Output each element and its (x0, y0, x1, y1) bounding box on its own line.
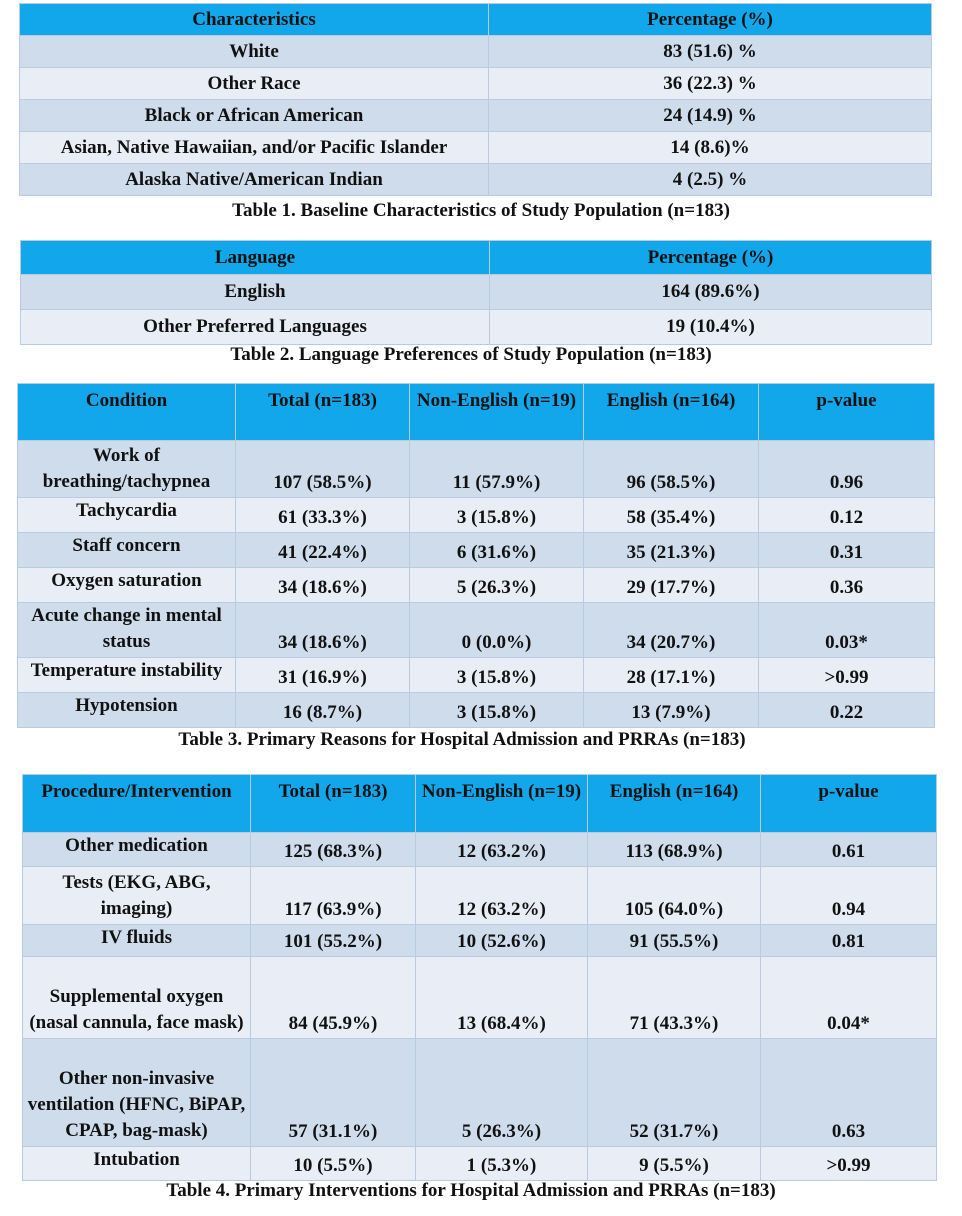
table-cell: 24 (14.9) % (489, 100, 932, 132)
table-cell: 28 (17.1%) (584, 658, 759, 693)
table-row (20, 36, 932, 68)
table-2-header-percentage: Percentage (%) (490, 241, 932, 275)
table-cell: 61 (33.3%) (236, 498, 410, 533)
table-4-caption: Table 4. Primary Interventions for Hospital Admission and PRRAs (n=183) (166, 1180, 776, 1201)
table-cell: 101 (55.2%) (251, 925, 416, 957)
table-row (18, 498, 935, 533)
table-cell: 34 (20.7%) (584, 603, 759, 658)
table-4-header-p-value: p-value (761, 775, 937, 833)
table-1 (19, 3, 932, 196)
table-cell: English (21, 275, 490, 310)
table-cell: 0.36 (759, 568, 935, 603)
table-row (18, 568, 935, 603)
table-row (18, 441, 935, 498)
table-3-header-condition: Condition (18, 384, 236, 441)
table-row (21, 310, 932, 345)
table-row (23, 1039, 937, 1147)
table-cell: 11 (57.9%) (410, 441, 584, 498)
table-3-header-non-english: Non-English (n=19) (410, 384, 584, 441)
table-1-header-characteristics: Characteristics (20, 4, 489, 36)
table-row (23, 925, 937, 957)
table-row (23, 957, 937, 1039)
table-cell: Intubation (23, 1147, 251, 1181)
table-row (18, 693, 935, 728)
table-row (18, 658, 935, 693)
table-row (18, 603, 935, 658)
table-3-header-p-value: p-value (759, 384, 935, 441)
table-cell: 10 (5.5%) (251, 1147, 416, 1181)
table-cell: 3 (15.8%) (410, 498, 584, 533)
table-cell: 13 (68.4%) (416, 957, 588, 1039)
table-cell: 35 (21.3%) (584, 533, 759, 568)
table-cell: 13 (7.9%) (584, 693, 759, 728)
table-row (23, 833, 937, 867)
table-cell: 19 (10.4%) (490, 310, 932, 345)
table-row (20, 132, 932, 164)
table-cell: Tachycardia (18, 498, 236, 533)
table-cell: 107 (58.5%) (236, 441, 410, 498)
table-cell: 0.81 (761, 925, 937, 957)
table-cell: Oxygen saturation (18, 568, 236, 603)
table-cell: 0.94 (761, 867, 937, 925)
table-cell: 3 (15.8%) (410, 693, 584, 728)
table-cell: 125 (68.3%) (251, 833, 416, 867)
table-3-header-total: Total (n=183) (236, 384, 410, 441)
table-cell: 10 (52.6%) (416, 925, 588, 957)
table-row (20, 100, 932, 132)
table-cell: Other Preferred Languages (21, 310, 490, 345)
table-cell: 71 (43.3%) (588, 957, 761, 1039)
table-cell: 164 (89.6%) (490, 275, 932, 310)
table-cell: 31 (16.9%) (236, 658, 410, 693)
table-cell: Temperature instability (18, 658, 236, 693)
table-cell: 57 (31.1%) (251, 1039, 416, 1147)
table-cell: 0.63 (761, 1039, 937, 1147)
table-cell: Other medication (23, 833, 251, 867)
table-cell: 4 (2.5) % (489, 164, 932, 196)
table-cell: IV fluids (23, 925, 251, 957)
table-3 (17, 383, 935, 728)
table-4 (22, 774, 937, 1181)
table-4-header-procedure: Procedure/Intervention (23, 775, 251, 833)
table-cell: 41 (22.4%) (236, 533, 410, 568)
table-cell: 117 (63.9%) (251, 867, 416, 925)
table-2-caption: Table 2. Language Preferences of Study Population (n=183) (230, 344, 712, 365)
table-cell: Alaska Native/American Indian (20, 164, 489, 196)
table-cell: 5 (26.3%) (416, 1039, 588, 1147)
table-cell: 84 (45.9%) (251, 957, 416, 1039)
table-cell: Tests (EKG, ABG, imaging) (23, 867, 251, 925)
table-cell: 91 (55.5%) (588, 925, 761, 957)
table-cell: >0.99 (761, 1147, 937, 1181)
table-cell: 14 (8.6)% (489, 132, 932, 164)
table-cell: Acute change in mental status (18, 603, 236, 658)
table-cell: Other Race (20, 68, 489, 100)
table-cell: 3 (15.8%) (410, 658, 584, 693)
table-cell: Asian, Native Hawaiian, and/or Pacific Islander (20, 132, 489, 164)
table-cell: 52 (31.7%) (588, 1039, 761, 1147)
table-cell: 9 (5.5%) (588, 1147, 761, 1181)
table-cell: 0.31 (759, 533, 935, 568)
table-cell: 0.12 (759, 498, 935, 533)
table-row (21, 275, 932, 310)
table-4-header-non-english: Non-English (n=19) (416, 775, 588, 833)
table-cell: 16 (8.7%) (236, 693, 410, 728)
table-cell: Staff concern (18, 533, 236, 568)
table-cell: 6 (31.6%) (410, 533, 584, 568)
table-cell: 1 (5.3%) (416, 1147, 588, 1181)
table-cell: 113 (68.9%) (588, 833, 761, 867)
table-cell: 34 (18.6%) (236, 568, 410, 603)
table-4-header-total: Total (n=183) (251, 775, 416, 833)
table-row (18, 533, 935, 568)
table-2-header-language: Language (21, 241, 490, 275)
table-cell: 12 (63.2%) (416, 867, 588, 925)
table-cell: 0 (0.0%) (410, 603, 584, 658)
table-cell: Hypotension (18, 693, 236, 728)
table-1-caption: Table 1. Baseline Characteristics of Study Population (n=183) (232, 200, 730, 221)
table-cell: 0.04* (761, 957, 937, 1039)
table-cell: 83 (51.6) % (489, 36, 932, 68)
table-3-header-english: English (n=164) (584, 384, 759, 441)
table-2 (20, 240, 932, 345)
table-row (23, 1147, 937, 1181)
table-3-caption: Table 3. Primary Reasons for Hospital Admission and PRRAs (n=183) (178, 729, 746, 750)
table-cell: 36 (22.3) % (489, 68, 932, 100)
table-cell: Work of breathing/tachypnea (18, 441, 236, 498)
table-row (20, 68, 932, 100)
table-cell: 58 (35.4%) (584, 498, 759, 533)
table-cell: >0.99 (759, 658, 935, 693)
table-cell: 105 (64.0%) (588, 867, 761, 925)
table-cell: 0.22 (759, 693, 935, 728)
table-cell: 5 (26.3%) (410, 568, 584, 603)
table-cell: 29 (17.7%) (584, 568, 759, 603)
table-row (23, 867, 937, 925)
table-1-header-percentage: Percentage (%) (489, 4, 932, 36)
table-cell: Supplemental oxygen (nasal cannula, face mask) (23, 957, 251, 1039)
table-4-header-english: English (n=164) (588, 775, 761, 833)
table-cell: 0.61 (761, 833, 937, 867)
table-cell: 0.03* (759, 603, 935, 658)
table-cell: 34 (18.6%) (236, 603, 410, 658)
table-cell: 0.96 (759, 441, 935, 498)
table-cell: 96 (58.5%) (584, 441, 759, 498)
table-row (20, 164, 932, 196)
table-cell: Black or African American (20, 100, 489, 132)
table-cell: Other non-invasive ventilation (HFNC, BiPAP, CPAP, bag-mask) (23, 1039, 251, 1147)
table-cell: White (20, 36, 489, 68)
table-cell: 12 (63.2%) (416, 833, 588, 867)
